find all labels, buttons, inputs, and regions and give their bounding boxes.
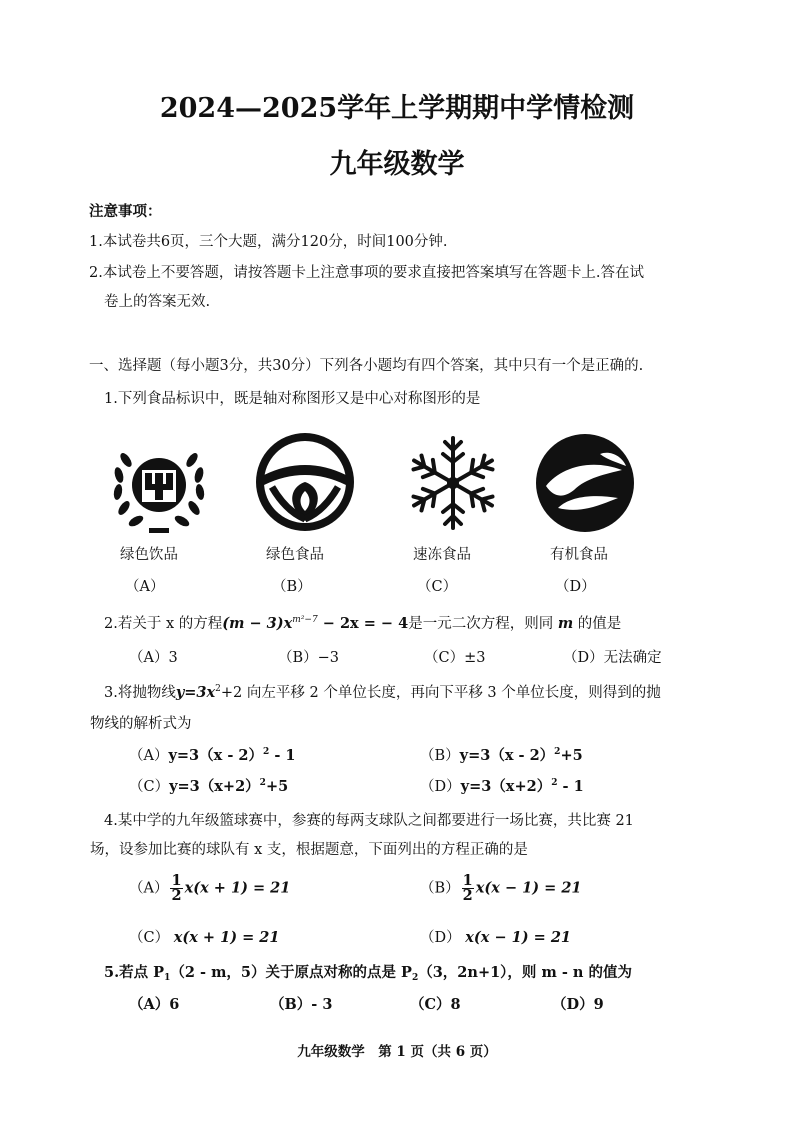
question-2-stem [104,612,621,633]
q3-option-b-exp: 2 [554,747,561,757]
q2-stem-var: m [557,615,574,632]
q1-option-a-caption: 绿色饮品 [120,547,178,563]
green-drink-logo-icon [104,430,214,540]
notes-heading: 注意事项： [89,203,162,220]
q5-sub-2: 2 [411,973,419,983]
notes-item-2-line-1: 2.本试卷上不要答题，请按答题卡上注意事项的要求直接把答案填写在答题卡上.答在试 [89,265,644,281]
q5-option-d: （D）9 [552,996,604,1013]
question-5-stem [104,961,632,983]
snowflake-logo-icon [398,428,508,538]
q3-option-a [129,744,295,765]
q4-option-b-expr: x(x − 1) = 21 [475,879,582,897]
q2-option-a: （A）3 [129,650,178,666]
q3-option-b-label: （B） [420,748,460,764]
q4-option-d [420,926,571,947]
question-4-line-1: 4.某中学的九年级篮球赛中，参赛的每两支球队之间都要进行一场比赛，共比赛 21 [104,813,634,829]
q3-option-a-tail: - 1 [269,747,296,764]
q3-option-b-expr: y=3（x - 2） [459,747,555,764]
q4-option-a [129,874,290,903]
q5-option-a: （A）6 [129,996,180,1013]
q2-expr-rest: − 2x = − 4 [317,615,409,632]
q3-option-c [129,775,288,796]
q3-option-d-expr: y=3（x+2） [460,778,552,795]
q2-stem-part-a: 2.若关于 x 的方程 [104,616,223,632]
q1-option-d-label: （D） [555,579,596,595]
page-footer: 九年级数学 第 1 页（共 6 页） [297,1044,497,1060]
q1-option-d-caption: 有机食品 [550,547,608,563]
q5-option-b: （B）- 3 [270,996,333,1013]
q4-option-a-label: （A） [129,880,169,897]
fraction-denominator: 2 [171,887,182,904]
q4-option-c-expr: x(x + 1) = 21 [173,929,280,946]
q3-option-b-tail: +5 [560,747,583,764]
q1-option-c-caption: 速冻食品 [413,547,471,563]
green-food-logo-icon [250,427,360,537]
q3-option-c-tail: +5 [265,778,289,795]
q4-option-a-fraction [170,874,182,903]
q1-option-b-caption: 绿色食品 [266,547,324,563]
q5-stem-part-b: （2 - m，5）关于原点对称的点是 P [170,964,412,981]
question-3-line-2: 物线的解析式为 [90,716,192,732]
q2-expr-exponent: m²−7 [292,615,318,625]
organic-food-logo-icon [530,428,640,538]
q3-option-c-expr: y=3（x+2） [169,778,260,795]
page-subtitle: 九年级数学 [329,149,465,180]
q3-line1-part-a: 3.将抛物线 [104,685,176,701]
q3-option-d-exp: 2 [551,778,558,788]
q4-option-d-label: （D） [420,930,461,946]
q2-option-c: （C）±3 [424,650,486,666]
fraction-numerator: 1 [171,872,182,889]
q2-expr-coef: (m − 3)x [222,615,293,632]
q2-option-d: （D）无法确定 [563,650,662,666]
q3-option-d [420,775,584,796]
q3-option-a-exp: 2 [263,747,270,757]
question-4-line-2: 场，设参加比赛的球队有 x 支，根据题意，下面列出的方程正确的是 [90,842,528,858]
q5-sub-1: 1 [164,973,171,983]
q3-option-b [420,744,583,765]
q3-option-c-label: （C） [129,779,170,795]
q5-stem-part-a: 5.若点 P [104,964,165,981]
q4-option-c-label: （C） [129,930,170,946]
q3-option-d-label: （D） [420,779,461,795]
notes-item-2-line-2: 卷上的答案无效. [104,294,211,310]
q3-option-a-expr: y=3（x - 2） [168,747,263,764]
q5-stem-part-c: （3，2n+1），则 m - n 的值为 [418,964,633,981]
q4-option-c [129,926,280,947]
q3-option-c-exp: 2 [259,778,266,788]
q1-option-a-label: （A） [125,579,165,595]
fraction-numerator: 1 [462,872,473,889]
q3-option-a-label: （A） [129,748,169,764]
q1-option-c-label: （C） [417,579,458,595]
notes-item-1: 1.本试卷共6页，三个大题，满分120分，时间100分钟. [89,234,448,250]
q4-option-a-expr: x(x + 1) = 21 [184,879,291,897]
q2-stem-part-c: 的值是 [577,616,622,632]
q4-option-b-label: （B） [420,880,460,897]
question-3-line-1 [104,681,661,702]
q4-option-b [420,874,582,903]
q3-line1-expr: y=3x [175,684,216,701]
q2-stem-part-b: 是一元二次方程，则同 [408,616,554,632]
section-1-heading: 一、选择题（每小题3分，共30分）下列各小题均有四个答案，其中只有一个是正确的. [89,358,644,374]
q4-option-b-fraction [462,874,474,903]
q1-option-b-label: （B） [272,579,312,595]
q3-option-d-tail: - 1 [557,778,584,795]
q3-line1-part-b: +2 向左平移 2 个单位长度，再向下平移 3 个单位长度，则得到的抛 [220,685,661,701]
q5-option-c: （C）8 [410,996,461,1013]
q4-option-d-expr: x(x − 1) = 21 [465,929,572,946]
page-title: 2024—2025学年上学期期中学情检测 [159,93,635,124]
q2-option-b: （B）−3 [278,650,340,666]
q3-line1-exponent: 2 [215,684,221,694]
fraction-denominator: 2 [462,887,473,904]
question-1-stem: 1.下列食品标识中，既是轴对称图形又是中心对称图形的是 [104,391,481,407]
